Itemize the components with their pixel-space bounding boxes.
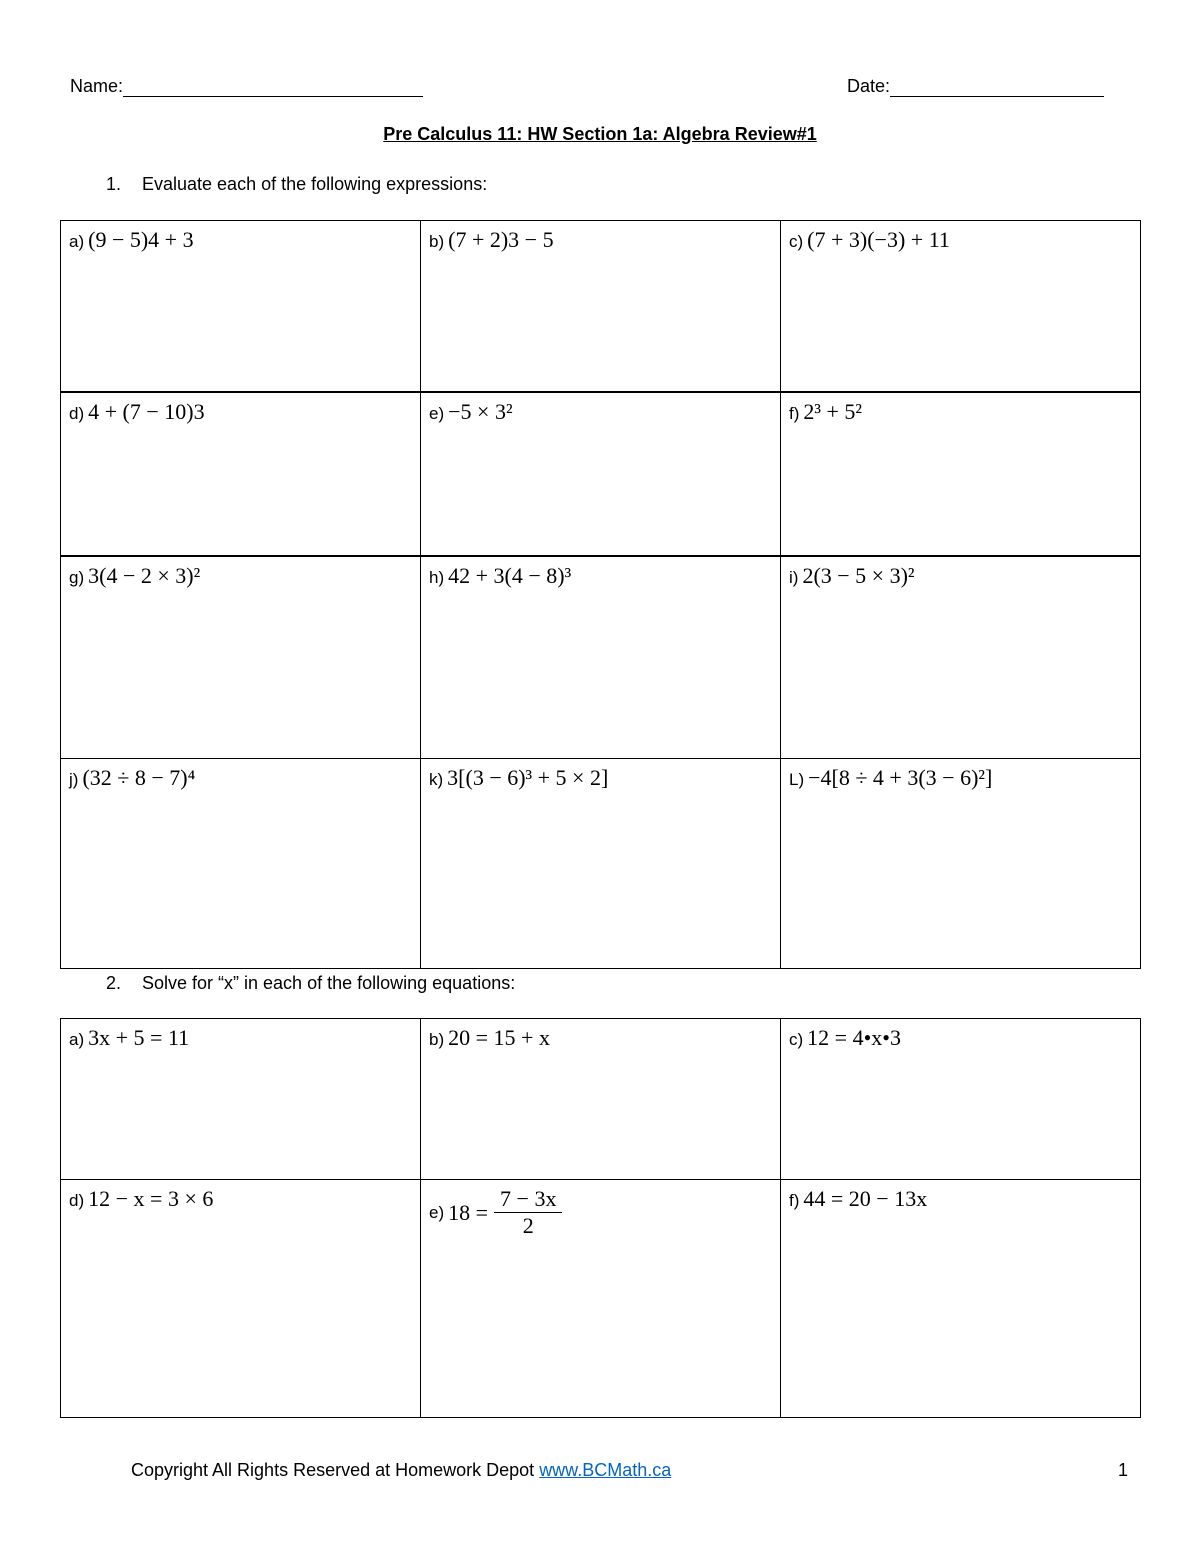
problem-label: d) — [69, 1191, 85, 1210]
name-blank-line[interactable] — [123, 78, 423, 97]
problem-label: b) — [429, 1030, 445, 1049]
problem-1j[interactable] — [61, 759, 421, 969]
name-label: Name: — [70, 76, 124, 96]
problem-label: h) — [429, 567, 445, 587]
problem-label: L) — [789, 770, 805, 789]
problem-label: f) — [789, 403, 800, 423]
problem-expression: 44 = 20 − 13x — [803, 1186, 928, 1211]
problem-1d[interactable] — [61, 392, 421, 556]
evaluate-table — [60, 220, 1141, 969]
problem-2e[interactable] — [421, 1180, 781, 1418]
problem-2a[interactable] — [61, 1019, 421, 1180]
problem-expression: 3x + 5 = 11 — [88, 1025, 190, 1050]
page-title: Pre Calculus 11: HW Section 1a: Algebra Review#1 — [383, 124, 817, 144]
problem-label: c) — [789, 232, 804, 251]
problem-expression: (9 − 5)4 + 3 — [88, 227, 194, 252]
problem-expression: (32 ÷ 8 − 7)⁴ — [82, 765, 196, 790]
date-label: Date: — [847, 76, 891, 96]
problem-label: e) — [429, 403, 445, 423]
problem-label: g) — [69, 567, 85, 587]
problem-1k[interactable] — [421, 759, 781, 969]
name-field — [70, 76, 423, 97]
problem-label: k) — [429, 770, 444, 789]
problem-label: d) — [69, 403, 85, 423]
problem-expression: 2³ + 5² — [803, 398, 862, 424]
fraction — [494, 1186, 562, 1239]
problem-label: c) — [789, 1030, 804, 1049]
problem-expression: 42 + 3(4 − 8)³ — [448, 562, 572, 588]
problem-label: e) — [429, 1202, 445, 1222]
problem-2f[interactable] — [781, 1180, 1141, 1418]
page-number: 1 — [1118, 1460, 1129, 1480]
date-field — [847, 76, 1104, 97]
problem-expression: (7 + 3)(−3) + 11 — [807, 227, 950, 252]
problem-1a[interactable] — [61, 221, 421, 392]
question-1-number: 1. — [106, 174, 122, 194]
problem-expression: 12 = 4•x•3 — [807, 1025, 901, 1050]
question-2-heading — [106, 973, 515, 994]
problem-expression: −5 × 3² — [448, 398, 513, 424]
bcmath-link[interactable]: www.BCMath.ca — [539, 1460, 672, 1480]
fraction-numerator: 7 − 3x — [494, 1186, 562, 1213]
problem-label: f) — [789, 1191, 800, 1210]
problem-1i[interactable] — [781, 556, 1141, 759]
problem-expression: 12 − x = 3 × 6 — [88, 1186, 214, 1211]
problem-1L[interactable] — [781, 759, 1141, 969]
problem-expression: −4[8 ÷ 4 + 3(3 − 6)²] — [808, 765, 993, 790]
problem-label: i) — [789, 567, 799, 587]
problem-expression: 20 = 15 + x — [448, 1025, 550, 1050]
problem-2c[interactable] — [781, 1019, 1141, 1180]
problem-label: b) — [429, 232, 445, 251]
problem-2d[interactable] — [61, 1180, 421, 1418]
problem-1f[interactable] — [781, 392, 1141, 556]
problem-expression: 4 + (7 − 10)3 — [88, 398, 205, 424]
problem-1g[interactable] — [61, 556, 421, 759]
problem-label: a) — [69, 1030, 85, 1049]
problem-1b[interactable] — [421, 221, 781, 392]
problem-expression: 18 = — [448, 1199, 489, 1225]
question-1-heading — [106, 174, 487, 195]
problem-expression: (7 + 2)3 − 5 — [448, 227, 554, 252]
problem-expression: 3(4 − 2 × 3)² — [88, 562, 201, 588]
problem-label: j) — [69, 770, 79, 789]
fraction-denominator: 2 — [522, 1213, 534, 1238]
footer — [131, 1460, 671, 1481]
question-2-instruction: Solve for “x” in each of the following equations: — [142, 973, 516, 993]
problem-1c[interactable] — [781, 221, 1141, 392]
date-blank-line[interactable] — [890, 78, 1104, 97]
question-1-instruction: Evaluate each of the following expressions: — [142, 174, 488, 194]
copyright-text: Copyright All Rights Reserved at Homework Depot — [131, 1460, 540, 1480]
problem-1h[interactable] — [421, 556, 781, 759]
problem-label: a) — [69, 232, 85, 251]
problem-2b[interactable] — [421, 1019, 781, 1180]
question-2-number: 2. — [106, 973, 122, 993]
solve-table — [60, 1018, 1141, 1418]
problem-expression: 2(3 − 5 × 3)² — [802, 562, 915, 588]
problem-expression: 3[(3 − 6)³ + 5 × 2] — [447, 765, 609, 790]
problem-1e[interactable] — [421, 392, 781, 556]
